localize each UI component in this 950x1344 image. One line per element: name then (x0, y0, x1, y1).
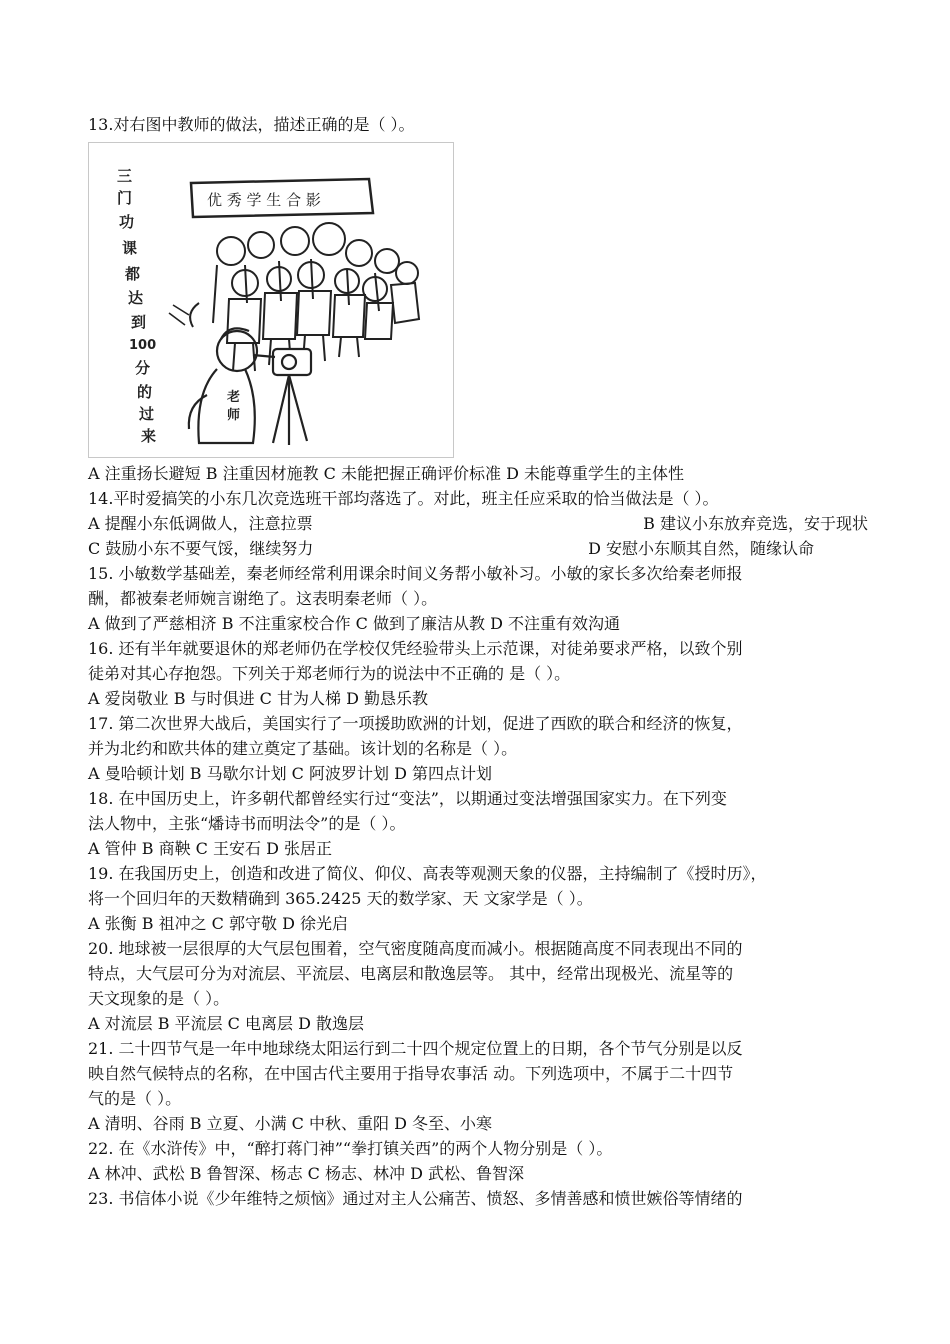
question-stem: 特点，大气层可分为对流层、平流层、电离层和散逸层等。 其中，经常出现极光、流星等的 (88, 964, 734, 983)
side-text-char: 的 (137, 383, 153, 401)
question-stem: 21. 二十四节气是一年中地球绕太阳运行到二十四个规定位置上的日期，各个节气分别是以反 (88, 1039, 743, 1058)
side-text-char: 门 (117, 189, 133, 207)
question-options: A 清明、谷雨 B 立夏、小满 C 中秋、重阳 D 冬至、小寒 (88, 1114, 492, 1133)
question-options: A 曼哈顿计划 B 马歇尔计划 C 阿波罗计划 D 第四点计划 (88, 764, 492, 783)
question-17 (88, 711, 868, 786)
question-stem: 19. 在我国历史上，创造和改进了简仪、仰仪、高表等观测天象的仪器，主持编制了《授时历》， (88, 864, 767, 883)
side-text-char: 功 (119, 213, 135, 231)
side-text-char: 到 (131, 313, 147, 331)
question-stem: 将一个回归年的天数精确到 365.2425 天的数学家、天 文家学是（ ）。 (88, 889, 593, 908)
question-options: A 对流层 B 平流层 C 电离层 D 散逸层 (88, 1014, 364, 1033)
teacher-label: 老 (227, 390, 241, 405)
question-stem: 15. 小敏数学基础差，秦老师经常利用课余时间义务帮小敏补习。小敏的家长多次给秦老师报 (88, 564, 743, 583)
question-16 (88, 636, 868, 711)
question-15 (88, 561, 868, 636)
option-c: C 鼓励小东不要气馁，继续努力 (88, 539, 314, 558)
side-text-char: 达 (128, 289, 144, 307)
question-stem: 14.平时爱搞笑的小东几次竞选班干部均落选了。对此，班主任应采取的恰当做法是（ ）。 (88, 489, 719, 508)
question-18 (88, 786, 868, 861)
exam-page (88, 112, 868, 1211)
side-text-char: 三 (117, 167, 133, 185)
options-row (88, 536, 868, 561)
teacher-label: 师 (227, 408, 241, 423)
question-22 (88, 1136, 868, 1186)
question-options: A 爱岗敬业 B 与时俱进 C 甘为人梯 D 勤恳乐教 (88, 689, 428, 708)
side-text-char: 100 (129, 338, 157, 353)
question-stem: 天文现象的是（ ）。 (88, 989, 230, 1008)
question-options: A 张衡 B 祖冲之 C 郭守敬 D 徐光启 (88, 914, 348, 933)
question-stem: 18. 在中国历史上，许多朝代都曾经实行过“变法”，以期通过变法增强国家实力。在下列变 (88, 789, 727, 808)
question-stem: 16. 还有半年就要退休的郑老师仍在学校仅凭经验带头上示范课，对徒弟要求严格，以致个别 (88, 639, 743, 658)
question-stem: 20. 地球被一层很厚的大气层包围着，空气密度随高度而减小。根据随高度不同表现出不同的 (88, 939, 743, 958)
question-stem: 酬，都被秦老师婉言谢绝了。这表明秦老师（ ）。 (88, 589, 438, 608)
option-b: B 建议小东放弃竞选，安于现状 (643, 514, 868, 533)
question-14 (88, 486, 868, 561)
question-stem: 并为北约和欧共体的建立奠定了基础。该计划的名称是（ ）。 (88, 739, 518, 758)
question-19 (88, 861, 868, 936)
question-options: A 做到了严慈相济 B 不注重家校合作 C 做到了廉洁从教 D 不注重有效沟通 (88, 614, 620, 633)
side-text-char: 过 (139, 405, 155, 423)
teacher-figure (189, 328, 275, 443)
question-stem: 法人物中，主张“燔诗书而明法令”的是（ ）。 (88, 814, 406, 833)
option-a: A 提醒小东低调做人，注意拉票 (88, 514, 313, 533)
side-text-char: 课 (122, 239, 138, 257)
question-stem: 22. 在《水浒传》中，“醉打蒋门神”“拳打镇关西”的两个人物分别是（ ）。 (88, 1139, 613, 1158)
options-row (88, 511, 868, 536)
banner-text: 优 秀 学 生 合 影 (207, 191, 321, 209)
cartoon-figure (88, 142, 454, 458)
option-d: D 安慰小东顺其自然，随缘认命 (588, 539, 814, 558)
cartoon-illustration (89, 143, 453, 457)
question-options: A 林冲、武松 B 鲁智深、杨志 C 杨志、林冲 D 武松、鲁智深 (88, 1164, 524, 1183)
side-text-char: 来 (141, 427, 157, 445)
question-stem: 23. 书信体小说《少年维特之烦恼》通过对主人公痛苦、愤怒、多情善感和愤世嫉俗等情绪的 (88, 1189, 743, 1208)
question-stem: 映自然气候特点的名称，在中国古代主要用于指导农事活 动。下列选项中，不属于二十四节 (88, 1064, 734, 1083)
question-stem: 13.对右图中教师的做法，描述正确的是（ ）。 (88, 115, 415, 134)
question-stem: 17. 第二次世界大战后，美国实行了一项援助欧洲的计划，促进了西欧的联合和经济的恢复， (88, 714, 743, 733)
camera-tripod (273, 349, 311, 445)
side-text-char: 分 (135, 359, 151, 377)
question-options: A 管仲 B 商鞅 C 王安石 D 张居正 (88, 839, 332, 858)
question-options: A 注重扬长避短 B 注重因材施教 C 未能把握正确评价标准 D 未能尊重学生的主体性 (88, 464, 684, 483)
speech-marks (169, 305, 189, 325)
question-stem: 徒弟对其心存抱怨。下列关于郑老师行为的说法中不正确的 是（ ）。 (88, 664, 571, 683)
question-stem: 气的是（ ）。 (88, 1089, 182, 1108)
question-21 (88, 1036, 868, 1136)
question-13 (88, 112, 868, 486)
question-23 (88, 1186, 868, 1211)
question-20 (88, 936, 868, 1036)
side-text-char: 都 (125, 265, 141, 283)
